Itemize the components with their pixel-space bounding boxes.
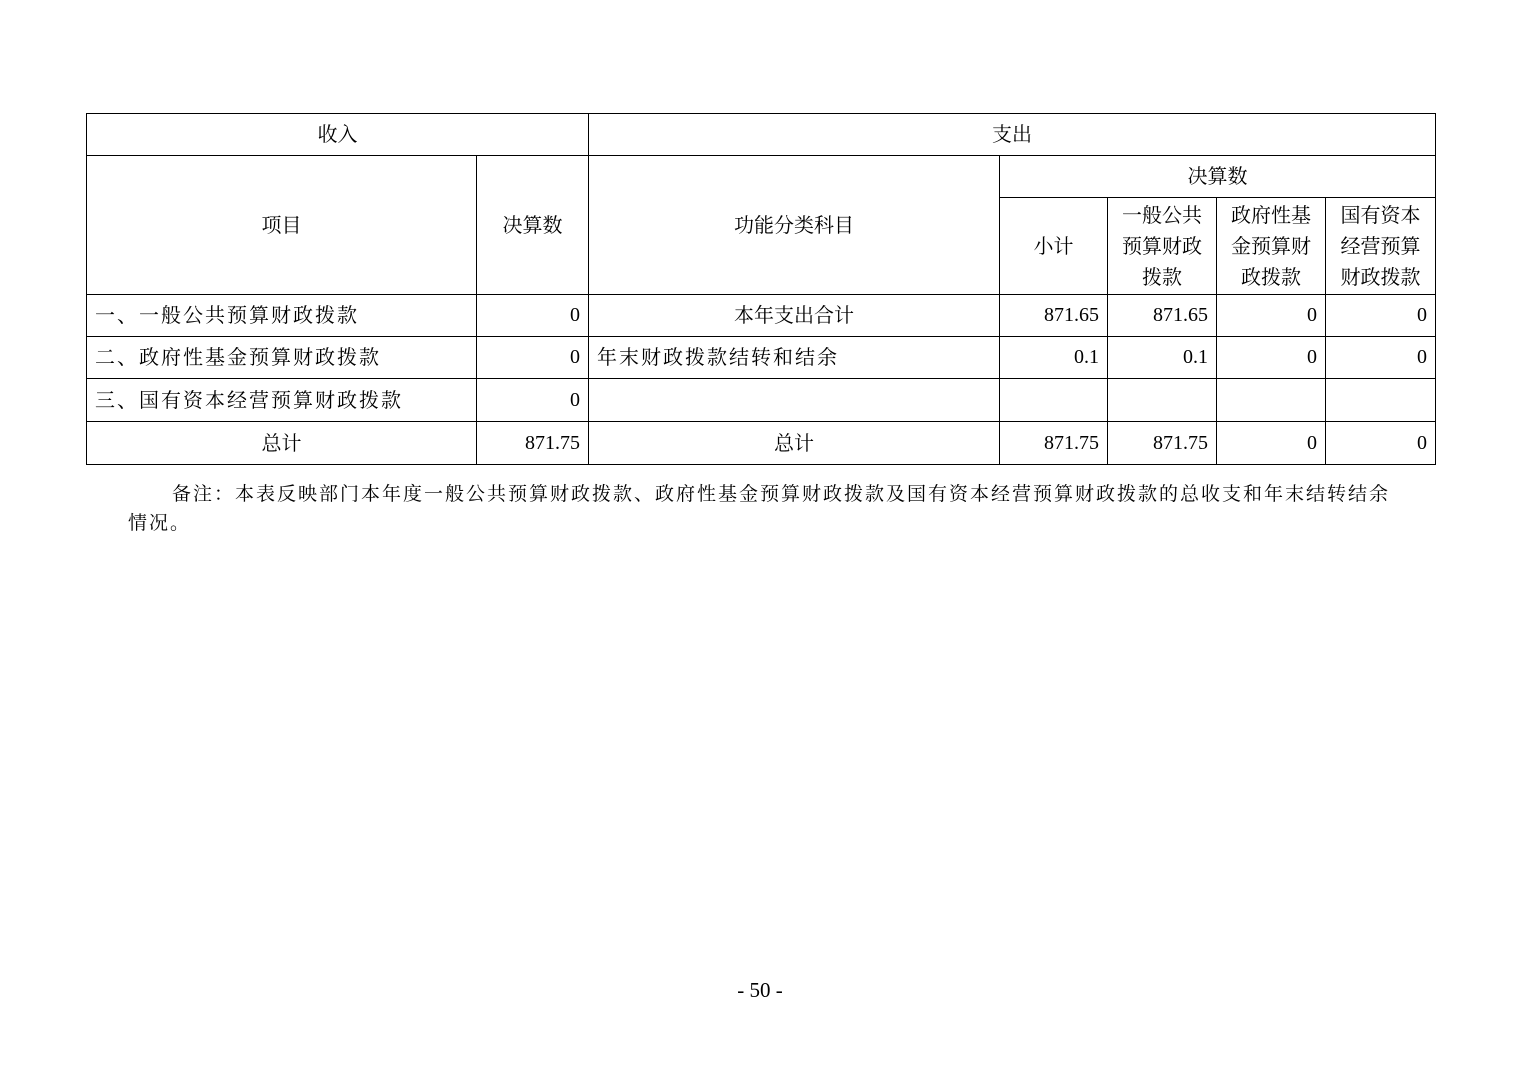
col-final-header: 决算数 <box>1000 156 1436 198</box>
total-general: 871.75 <box>1108 422 1217 465</box>
row-item: 一、一般公共预算财政拨款 <box>87 295 477 337</box>
total-subtotal: 871.75 <box>1000 422 1108 465</box>
total-amount: 871.75 <box>477 422 589 465</box>
table-header-row-1 <box>87 114 1436 156</box>
row-state-capital: 0 <box>1326 295 1436 337</box>
row-amount: 0 <box>477 379 589 422</box>
expense-header: 支出 <box>589 114 1436 156</box>
total-function: 总计 <box>589 422 1000 465</box>
row-amount: 0 <box>477 337 589 379</box>
col-general-header: 一般公共预算财政拨款 <box>1108 198 1217 295</box>
col-function-header: 功能分类科目 <box>589 156 1000 295</box>
income-header: 收入 <box>87 114 589 156</box>
col-subtotal-header: 小计 <box>1000 198 1108 295</box>
row-function <box>589 379 1000 422</box>
row-state-capital <box>1326 379 1436 422</box>
row-state-capital: 0 <box>1326 337 1436 379</box>
row-function: 本年支出合计 <box>589 295 1000 337</box>
total-gov-fund: 0 <box>1217 422 1326 465</box>
row-subtotal: 0.1 <box>1000 337 1108 379</box>
table-row <box>87 295 1436 337</box>
row-general: 871.65 <box>1108 295 1217 337</box>
row-function: 年末财政拨款结转和结余 <box>589 337 1000 379</box>
fiscal-appropriation-table <box>86 113 1436 465</box>
row-subtotal <box>1000 379 1108 422</box>
table-row <box>87 337 1436 379</box>
table-row <box>87 379 1436 422</box>
row-item: 三、国有资本经营预算财政拨款 <box>87 379 477 422</box>
row-gov-fund: 0 <box>1217 295 1326 337</box>
row-general <box>1108 379 1217 422</box>
col-income-amount-header: 决算数 <box>477 156 589 295</box>
total-state-capital: 0 <box>1326 422 1436 465</box>
table-header-row-2 <box>87 156 1436 198</box>
table-note: 备注：本表反映部门本年度一般公共预算财政拨款、政府性基金预算财政拨款及国有资本经营预算财政拨款的总收支和年末结转结余情况。 <box>128 483 1391 534</box>
col-item-header: 项目 <box>87 156 477 295</box>
table-total-row <box>87 422 1436 465</box>
row-amount: 0 <box>477 295 589 337</box>
row-gov-fund <box>1217 379 1326 422</box>
col-gov-fund-header: 政府性基金预算财政拨款 <box>1217 198 1326 295</box>
row-item: 二、政府性基金预算财政拨款 <box>87 337 477 379</box>
total-item: 总计 <box>87 422 477 465</box>
row-subtotal: 871.65 <box>1000 295 1108 337</box>
col-state-capital-header: 国有资本经营预算财政拨款 <box>1326 198 1436 295</box>
row-general: 0.1 <box>1108 337 1217 379</box>
row-gov-fund: 0 <box>1217 337 1326 379</box>
page-number: - 50 - <box>737 978 783 1002</box>
